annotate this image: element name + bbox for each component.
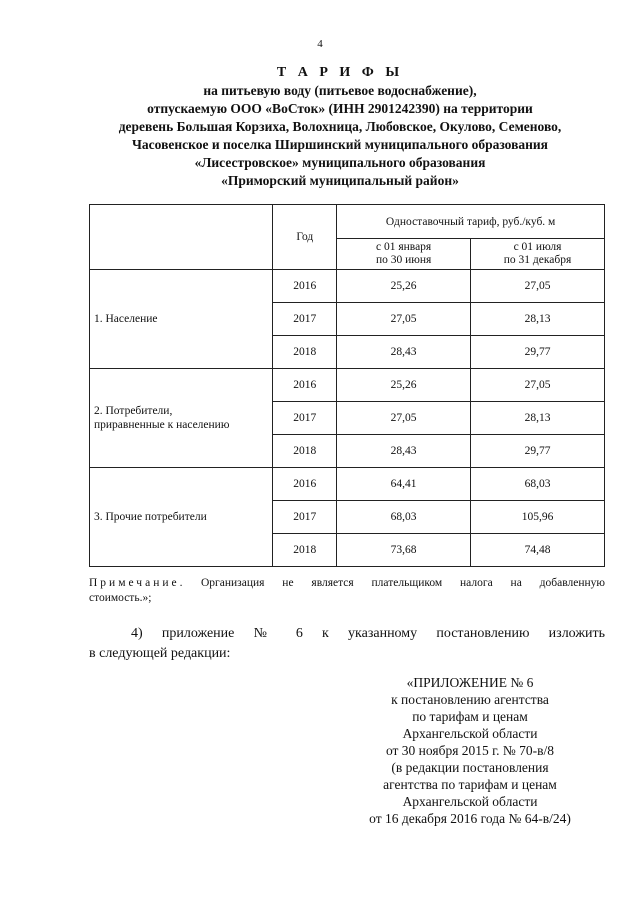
- year-cell: 2016: [273, 369, 337, 402]
- tariff-cell: 28,43: [337, 336, 471, 369]
- tariff-cell: 64,41: [337, 468, 471, 501]
- tariff-cell: 27,05: [337, 402, 471, 435]
- tariff-table: [89, 204, 605, 567]
- appendix-line: к постановлению агентства: [391, 692, 549, 707]
- period-2-line-1: с 01 июля: [513, 241, 562, 253]
- title-heading: Т А Р И Ф Ы: [276, 65, 404, 80]
- tariff-cell: 29,77: [471, 435, 605, 468]
- tariff-cell: 27,05: [337, 303, 471, 336]
- year-cell: 2018: [273, 336, 337, 369]
- table-row: [90, 270, 605, 303]
- note-text-line-1: Организация не является плательщиком налога на добавленную: [201, 577, 605, 589]
- appendix-line: (в редакции постановления: [391, 760, 549, 775]
- paragraph-line-1: 4) приложение № 6 к указанному постановлению изложить: [131, 626, 605, 641]
- header-period-1: [337, 239, 471, 270]
- year-cell: 2017: [273, 402, 337, 435]
- tariff-cell: 29,77: [471, 336, 605, 369]
- note-label: Примечание.: [89, 577, 186, 589]
- category-equivalent-consumers: [90, 369, 273, 468]
- appendix-line: Архангельской области: [402, 726, 538, 741]
- year-cell: 2017: [273, 303, 337, 336]
- table-note: [89, 576, 605, 606]
- note-text-line-2: стоимость.»;: [89, 592, 152, 604]
- title-line: «Лисестровское» муниципального образования: [194, 155, 486, 170]
- title-line: деревень Большая Корзиха, Волохница, Любовское, Окулово, Семеново,: [118, 119, 562, 134]
- tariff-cell: 28,13: [471, 303, 605, 336]
- category-2-line-1: 2. Потребители,: [94, 405, 173, 417]
- table-row: [90, 369, 605, 402]
- appendix-line: «ПРИЛОЖЕНИЕ № 6: [406, 675, 534, 690]
- table-row: [90, 468, 605, 501]
- page-number: 4: [317, 38, 323, 50]
- period-1-line-2: по 30 июня: [375, 254, 432, 266]
- year-cell: 2017: [273, 501, 337, 534]
- year-cell: 2018: [273, 534, 337, 567]
- tariff-cell: 68,03: [337, 501, 471, 534]
- tariff-cell: 25,26: [337, 369, 471, 402]
- header-period-2: [471, 239, 605, 270]
- tariff-cell: 25,26: [337, 270, 471, 303]
- title-line: на питьевую воду (питьевое водоснабжение),: [203, 83, 477, 98]
- appendix-header: [320, 674, 620, 827]
- appendix-line: по тарифам и ценам: [412, 709, 528, 724]
- tariff-cell: 68,03: [471, 468, 605, 501]
- tariff-cell: 73,68: [337, 534, 471, 567]
- appendix-line: Архангельской области: [402, 794, 538, 809]
- category-2-line-2: приравненные к населению: [94, 419, 230, 431]
- appendix-line: от 30 ноября 2015 г. № 70-в/8: [385, 743, 555, 758]
- tariff-cell: 27,05: [471, 270, 605, 303]
- document-title: [60, 64, 620, 190]
- tariff-cell: 28,13: [471, 402, 605, 435]
- title-line: Часовенское и поселка Ширшинский муниципального образования: [132, 137, 548, 152]
- header-year: Год: [273, 205, 337, 270]
- tariff-cell: 28,43: [337, 435, 471, 468]
- tariff-cell: 27,05: [471, 369, 605, 402]
- year-cell: 2016: [273, 270, 337, 303]
- category-population: 1. Население: [90, 270, 273, 369]
- header-empty-cell: [90, 205, 273, 270]
- header-tariff: Одноставочный тариф, руб./куб. м: [337, 205, 605, 239]
- period-2-line-2: по 31 декабря: [503, 254, 572, 266]
- title-line: отпускаемую ООО «ВоСток» (ИНН 2901242390) на территории: [147, 101, 533, 116]
- paragraph-line-2: в следующей редакции:: [89, 646, 231, 661]
- category-other-consumers: 3. Прочие потребители: [90, 468, 273, 567]
- title-line: «Приморский муниципальный район»: [221, 173, 459, 188]
- period-1-line-1: с 01 января: [376, 241, 432, 253]
- tariff-cell: 74,48: [471, 534, 605, 567]
- appendix-line: от 16 декабря 2016 года № 64-в/24): [369, 811, 571, 826]
- year-cell: 2018: [273, 435, 337, 468]
- appendix-line: агентства по тарифам и ценам: [383, 777, 557, 792]
- year-cell: 2016: [273, 468, 337, 501]
- amendment-paragraph: [89, 624, 605, 664]
- tariff-cell: 105,96: [471, 501, 605, 534]
